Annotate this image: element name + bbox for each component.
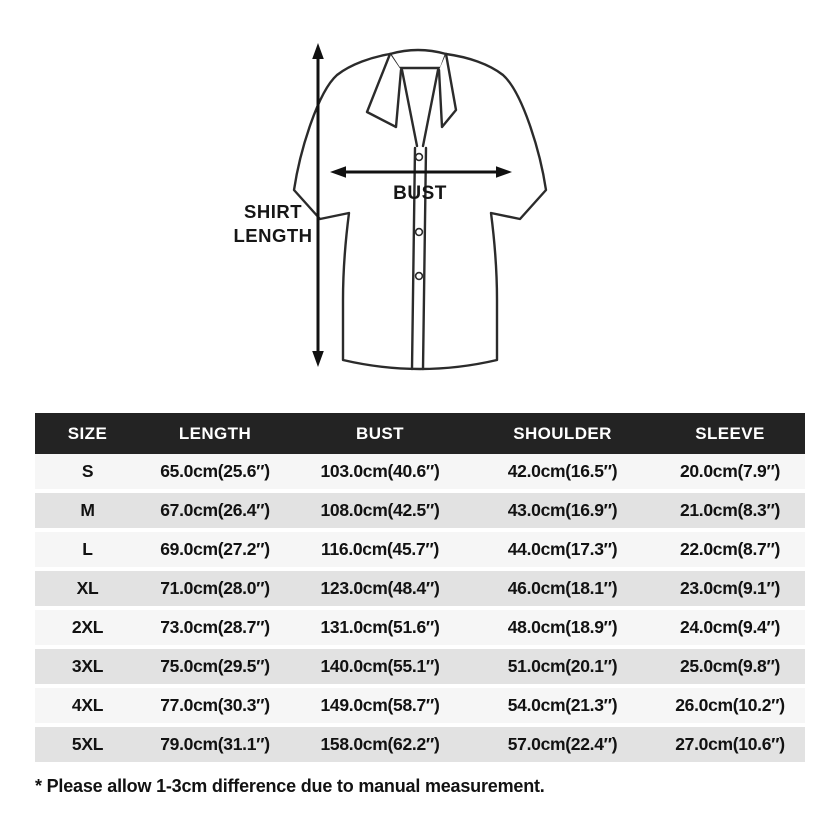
length-cell: 67.0cm(26.4″) bbox=[140, 491, 290, 530]
sleeve-cell: 20.0cm(7.9″) bbox=[655, 454, 805, 491]
shirt-button bbox=[416, 229, 423, 236]
size-cell: 4XL bbox=[35, 686, 140, 725]
table-row-s bbox=[35, 454, 805, 491]
shirt-drawing bbox=[294, 50, 546, 369]
length-cell: 65.0cm(25.6″) bbox=[140, 454, 290, 491]
sleeve-cell: 23.0cm(9.1″) bbox=[655, 569, 805, 608]
shoulder-cell: 51.0cm(20.1″) bbox=[470, 647, 655, 686]
table-row-5xl bbox=[35, 725, 805, 764]
sleeve-cell: 25.0cm(9.8″) bbox=[655, 647, 805, 686]
table-row-4xl bbox=[35, 686, 805, 725]
sleeve-cell: 27.0cm(10.6″) bbox=[655, 725, 805, 764]
table-row-l bbox=[35, 530, 805, 569]
size-cell: 3XL bbox=[35, 647, 140, 686]
shoulder-cell: 54.0cm(21.3″) bbox=[470, 686, 655, 725]
bust-cell: 140.0cm(55.1″) bbox=[290, 647, 470, 686]
shoulder-cell: 57.0cm(22.4″) bbox=[470, 725, 655, 764]
bust-cell: 131.0cm(51.6″) bbox=[290, 608, 470, 647]
table-row-m bbox=[35, 491, 805, 530]
measurement-note: * Please allow 1-3cm difference due to manual measurement. bbox=[35, 776, 545, 796]
arrow-up-icon bbox=[312, 43, 324, 59]
col-header-length: LENGTH bbox=[140, 413, 290, 454]
bust-cell: 158.0cm(62.2″) bbox=[290, 725, 470, 764]
bust-cell: 149.0cm(58.7″) bbox=[290, 686, 470, 725]
size-cell: 2XL bbox=[35, 608, 140, 647]
size-table-body bbox=[35, 454, 805, 764]
size-table-wrap bbox=[35, 413, 805, 766]
size-cell: S bbox=[35, 454, 140, 491]
size-cell: M bbox=[35, 491, 140, 530]
size-cell: 5XL bbox=[35, 725, 140, 764]
length-cell: 75.0cm(29.5″) bbox=[140, 647, 290, 686]
bust-cell: 108.0cm(42.5″) bbox=[290, 491, 470, 530]
sleeve-cell: 22.0cm(8.7″) bbox=[655, 530, 805, 569]
arrow-down-icon bbox=[312, 351, 324, 367]
table-row-xl bbox=[35, 569, 805, 608]
shirt-button bbox=[416, 273, 423, 280]
sleeve-cell: 26.0cm(10.2″) bbox=[655, 686, 805, 725]
shoulder-cell: 43.0cm(16.9″) bbox=[470, 491, 655, 530]
shirt-body-outline bbox=[294, 54, 546, 369]
shoulder-cell: 48.0cm(18.9″) bbox=[470, 608, 655, 647]
table-row-3xl bbox=[35, 647, 805, 686]
bust-label: BUST bbox=[393, 183, 447, 204]
bust-cell: 103.0cm(40.6″) bbox=[290, 454, 470, 491]
length-cell: 73.0cm(28.7″) bbox=[140, 608, 290, 647]
length-cell: 69.0cm(27.2″) bbox=[140, 530, 290, 569]
shirt-measurement-diagram bbox=[0, 0, 840, 412]
size-cell: XL bbox=[35, 569, 140, 608]
shirt-button bbox=[416, 154, 423, 161]
col-header-size: SIZE bbox=[35, 413, 140, 454]
shoulder-cell: 42.0cm(16.5″) bbox=[470, 454, 655, 491]
header-row bbox=[35, 413, 805, 454]
shoulder-cell: 46.0cm(18.1″) bbox=[470, 569, 655, 608]
size-table bbox=[35, 413, 805, 766]
shirt-length-label-line1: SHIRT bbox=[244, 201, 302, 222]
col-header-bust: BUST bbox=[290, 413, 470, 454]
shirt-diagram-svg bbox=[0, 0, 840, 412]
shoulder-cell: 44.0cm(17.3″) bbox=[470, 530, 655, 569]
table-row-2xl bbox=[35, 608, 805, 647]
bust-cell: 116.0cm(45.7″) bbox=[290, 530, 470, 569]
size-table-header bbox=[35, 413, 805, 454]
length-cell: 71.0cm(28.0″) bbox=[140, 569, 290, 608]
size-cell: L bbox=[35, 530, 140, 569]
length-cell: 79.0cm(31.1″) bbox=[140, 725, 290, 764]
bust-cell: 123.0cm(48.4″) bbox=[290, 569, 470, 608]
sleeve-cell: 24.0cm(9.4″) bbox=[655, 608, 805, 647]
shirt-length-label-line2: LENGTH bbox=[233, 225, 313, 246]
col-header-shoulder: SHOULDER bbox=[470, 413, 655, 454]
length-cell: 77.0cm(30.3″) bbox=[140, 686, 290, 725]
col-header-sleeve: SLEEVE bbox=[655, 413, 805, 454]
sleeve-cell: 21.0cm(8.3″) bbox=[655, 491, 805, 530]
